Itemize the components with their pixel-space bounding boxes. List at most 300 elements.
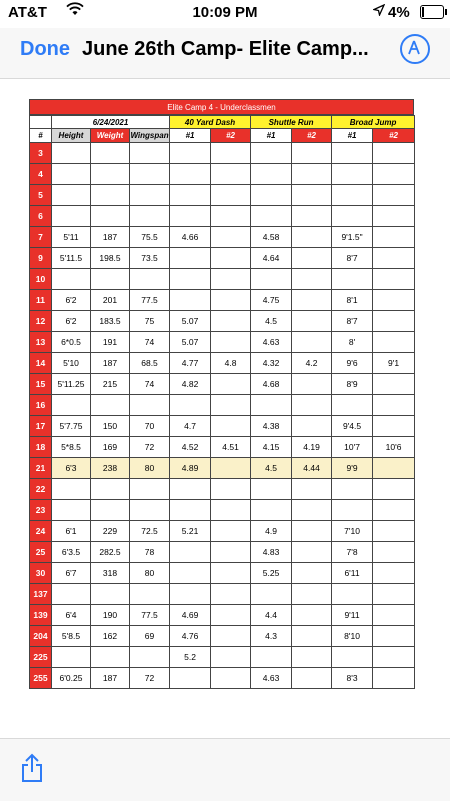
table-cell xyxy=(292,584,332,605)
table-cell: 4.77 xyxy=(170,353,211,374)
table-row xyxy=(30,626,415,647)
table-cell: 198.5 xyxy=(91,248,130,269)
table-cell: 318 xyxy=(91,563,130,584)
battery-icon xyxy=(420,5,444,19)
table-cell: 4.5 xyxy=(251,458,292,479)
table-row xyxy=(30,521,415,542)
row-id-cell: 6 xyxy=(30,206,52,227)
table-cell xyxy=(373,626,415,647)
table-cell xyxy=(292,647,332,668)
table-cell xyxy=(332,500,373,521)
carrier-label: AT&T xyxy=(8,4,47,21)
table-cell xyxy=(130,206,170,227)
table-cell: 190 xyxy=(91,605,130,626)
table-cell: 169 xyxy=(91,437,130,458)
table-cell xyxy=(211,563,251,584)
table-cell: 5*8.5 xyxy=(52,437,91,458)
table-cell: 4.7 xyxy=(170,416,211,437)
table-cell xyxy=(211,500,251,521)
table-cell xyxy=(52,185,91,206)
row-id-cell: 5 xyxy=(30,185,52,206)
table-cell xyxy=(91,206,130,227)
table-cell: 4.69 xyxy=(170,605,211,626)
table-cell xyxy=(211,206,251,227)
table-cell: 6'2 xyxy=(52,290,91,311)
table-cell: 8'1 xyxy=(332,290,373,311)
table-cell xyxy=(170,269,211,290)
table-cell xyxy=(211,269,251,290)
table-cell xyxy=(373,605,415,626)
table-cell xyxy=(373,206,415,227)
table-cell xyxy=(332,206,373,227)
table-cell xyxy=(91,647,130,668)
table-cell: 4.32 xyxy=(251,353,292,374)
table-cell: 4.2 xyxy=(292,353,332,374)
table-cell: 162 xyxy=(91,626,130,647)
table-cell xyxy=(292,521,332,542)
table-cell xyxy=(211,332,251,353)
table-cell: 5'11.25 xyxy=(52,374,91,395)
group-header-dash: 40 Yard Dash xyxy=(170,116,251,129)
table-cell: 6'4 xyxy=(52,605,91,626)
table-cell xyxy=(373,164,415,185)
row-id-cell: 22 xyxy=(30,479,52,500)
table-cell xyxy=(170,248,211,269)
table-cell xyxy=(251,269,292,290)
table-cell: 4.76 xyxy=(170,626,211,647)
table-cell xyxy=(170,479,211,500)
row-id-cell: 13 xyxy=(30,332,52,353)
table-row xyxy=(30,185,415,206)
table-cell xyxy=(251,647,292,668)
table-cell xyxy=(211,395,251,416)
row-id-cell: 255 xyxy=(30,668,52,689)
table-cell xyxy=(292,668,332,689)
table-cell: 4.89 xyxy=(170,458,211,479)
group-header-shuttle: Shuttle Run xyxy=(251,116,332,129)
table-cell xyxy=(251,500,292,521)
row-id-cell: 7 xyxy=(30,227,52,248)
table-cell: 4.3 xyxy=(251,626,292,647)
row-id-cell: 225 xyxy=(30,647,52,668)
table-cell: 282.5 xyxy=(91,542,130,563)
table-cell: 4.38 xyxy=(251,416,292,437)
table-cell: 238 xyxy=(91,458,130,479)
table-cell xyxy=(373,248,415,269)
table-cell xyxy=(130,395,170,416)
table-row xyxy=(30,416,415,437)
table-cell: 4.68 xyxy=(251,374,292,395)
table-cell xyxy=(292,206,332,227)
table-cell xyxy=(211,290,251,311)
table-cell: 7'8 xyxy=(332,542,373,563)
table-cell xyxy=(52,206,91,227)
table-cell: 4.8 xyxy=(211,353,251,374)
battery-percent: 4% xyxy=(388,4,410,21)
row-id-cell: 23 xyxy=(30,500,52,521)
table-cell: 201 xyxy=(91,290,130,311)
table-cell xyxy=(170,395,211,416)
table-cell xyxy=(373,395,415,416)
table-cell xyxy=(373,647,415,668)
table-cell xyxy=(211,227,251,248)
table-cell: 74 xyxy=(130,332,170,353)
table-cell: 4.82 xyxy=(170,374,211,395)
table-cell xyxy=(332,647,373,668)
table-cell xyxy=(211,374,251,395)
table-cell xyxy=(91,269,130,290)
row-id-cell: 14 xyxy=(30,353,52,374)
table-row xyxy=(30,143,415,164)
table-cell xyxy=(211,521,251,542)
table-cell xyxy=(130,500,170,521)
table-cell: 6'0.25 xyxy=(52,668,91,689)
table-cell: 8'7 xyxy=(332,311,373,332)
column-header: #2 xyxy=(373,129,415,143)
table-cell xyxy=(373,185,415,206)
table-cell xyxy=(332,269,373,290)
table-cell xyxy=(170,500,211,521)
table-cell: 5.07 xyxy=(170,311,211,332)
column-header: Height xyxy=(52,129,91,143)
table-cell xyxy=(91,395,130,416)
table-cell: 5'10 xyxy=(52,353,91,374)
table-cell xyxy=(91,185,130,206)
row-id-cell: 139 xyxy=(30,605,52,626)
table-cell: 5.2 xyxy=(170,647,211,668)
table-cell: 4.83 xyxy=(251,542,292,563)
table-cell: 5'8.5 xyxy=(52,626,91,647)
table-cell xyxy=(211,647,251,668)
table-cell: 75 xyxy=(130,311,170,332)
table-row xyxy=(30,647,415,668)
table-cell xyxy=(292,605,332,626)
table-cell xyxy=(211,479,251,500)
table-cell xyxy=(170,668,211,689)
table-cell: 9'1.5" xyxy=(332,227,373,248)
column-header: #1 xyxy=(170,129,211,143)
bottom-toolbar xyxy=(0,738,450,801)
table-cell xyxy=(373,143,415,164)
table-cell xyxy=(211,584,251,605)
table-cell: 8'7 xyxy=(332,248,373,269)
table-cell: 4.75 xyxy=(251,290,292,311)
table-cell xyxy=(251,395,292,416)
row-id-cell: 25 xyxy=(30,542,52,563)
column-header: # xyxy=(30,129,52,143)
table-cell xyxy=(130,584,170,605)
column-header: #2 xyxy=(211,129,251,143)
row-id-cell: 10 xyxy=(30,269,52,290)
row-id-cell: 11 xyxy=(30,290,52,311)
table-cell: 4.51 xyxy=(211,437,251,458)
table-cell: 10'7 xyxy=(332,437,373,458)
table-cell: 229 xyxy=(91,521,130,542)
column-header: Weight xyxy=(91,129,130,143)
table-cell xyxy=(292,311,332,332)
table-row xyxy=(30,563,415,584)
table-cell xyxy=(292,332,332,353)
row-id-cell: 12 xyxy=(30,311,52,332)
table-cell: 8'9 xyxy=(332,374,373,395)
table-cell: 8'10 xyxy=(332,626,373,647)
table-cell xyxy=(52,500,91,521)
table-cell xyxy=(170,563,211,584)
table-cell xyxy=(292,563,332,584)
markup-pen-icon[interactable] xyxy=(400,34,430,64)
table-cell: 72 xyxy=(130,668,170,689)
table-cell: 5'11.5 xyxy=(52,248,91,269)
table-cell: 5'7.75 xyxy=(52,416,91,437)
date-header: 6/24/2021 xyxy=(52,116,170,129)
table-cell xyxy=(292,269,332,290)
table-cell xyxy=(251,479,292,500)
table-cell: 10'6 xyxy=(373,437,415,458)
table-cell xyxy=(52,647,91,668)
row-id-cell: 3 xyxy=(30,143,52,164)
table-row xyxy=(30,458,415,479)
table-cell: 187 xyxy=(91,353,130,374)
table-cell: 6'7 xyxy=(52,563,91,584)
table-cell: 4.9 xyxy=(251,521,292,542)
table-cell xyxy=(292,374,332,395)
table-cell xyxy=(373,542,415,563)
header-row-columns xyxy=(30,129,415,143)
row-id-cell: 18 xyxy=(30,437,52,458)
table-cell: 4.63 xyxy=(251,332,292,353)
table-cell xyxy=(373,479,415,500)
table-row xyxy=(30,311,415,332)
table-cell: 77.5 xyxy=(130,605,170,626)
table-cell xyxy=(251,206,292,227)
table-row xyxy=(30,542,415,563)
table-cell xyxy=(130,143,170,164)
table-cell: 5.25 xyxy=(251,563,292,584)
table-row xyxy=(30,668,415,689)
table-cell xyxy=(130,164,170,185)
table-cell: 78 xyxy=(130,542,170,563)
table-cell xyxy=(292,248,332,269)
header-row-groups xyxy=(30,116,415,129)
table-cell xyxy=(332,185,373,206)
table-cell xyxy=(373,227,415,248)
table-cell xyxy=(251,584,292,605)
table-cell xyxy=(373,269,415,290)
share-icon[interactable] xyxy=(20,753,44,788)
table-cell xyxy=(373,311,415,332)
table-cell xyxy=(373,458,415,479)
table-cell xyxy=(373,521,415,542)
table-cell: 6'1 xyxy=(52,521,91,542)
table-cell: 4.44 xyxy=(292,458,332,479)
table-row xyxy=(30,332,415,353)
document-viewer[interactable] xyxy=(0,79,450,738)
table-row xyxy=(30,500,415,521)
table-cell: 9'11 xyxy=(332,605,373,626)
group-header-broad: Broad Jump xyxy=(332,116,415,129)
table-cell: 73.5 xyxy=(130,248,170,269)
table-cell: 187 xyxy=(91,668,130,689)
table-row xyxy=(30,248,415,269)
table-cell xyxy=(52,164,91,185)
table-cell xyxy=(373,290,415,311)
table-cell xyxy=(211,416,251,437)
table-cell xyxy=(170,143,211,164)
table-row xyxy=(30,395,415,416)
column-header: #1 xyxy=(332,129,373,143)
row-id-cell: 15 xyxy=(30,374,52,395)
table-cell xyxy=(211,626,251,647)
table-cell: 74 xyxy=(130,374,170,395)
table-cell xyxy=(292,626,332,647)
table-cell: 4.4 xyxy=(251,605,292,626)
table-cell xyxy=(91,584,130,605)
table-cell: 8' xyxy=(332,332,373,353)
table-cell xyxy=(292,227,332,248)
table-cell: 4.19 xyxy=(292,437,332,458)
sheet-title: Elite Camp 4 - Underclassmen xyxy=(29,99,414,115)
table-cell xyxy=(130,269,170,290)
table-cell xyxy=(52,584,91,605)
table-cell: 68.5 xyxy=(130,353,170,374)
table-cell xyxy=(170,185,211,206)
table-cell xyxy=(170,206,211,227)
table-cell: 6'11 xyxy=(332,563,373,584)
table-cell xyxy=(292,500,332,521)
table-cell xyxy=(373,563,415,584)
table-row xyxy=(30,206,415,227)
table-cell xyxy=(91,500,130,521)
table-cell xyxy=(332,395,373,416)
row-id-cell: 30 xyxy=(30,563,52,584)
column-header: Wingspan xyxy=(130,129,170,143)
table-cell xyxy=(292,290,332,311)
table-cell xyxy=(52,479,91,500)
table-cell xyxy=(332,584,373,605)
table-cell: 5.21 xyxy=(170,521,211,542)
table-cell: 80 xyxy=(130,563,170,584)
table-cell xyxy=(373,668,415,689)
table-row xyxy=(30,353,415,374)
table-cell xyxy=(52,269,91,290)
spreadsheet xyxy=(29,99,414,689)
table-cell xyxy=(91,143,130,164)
table-cell: 75.5 xyxy=(130,227,170,248)
table-cell xyxy=(292,185,332,206)
table-cell: 5'11 xyxy=(52,227,91,248)
table-row xyxy=(30,479,415,500)
table-cell: 9'9 xyxy=(332,458,373,479)
table-cell xyxy=(251,164,292,185)
table-cell: 9'4.5 xyxy=(332,416,373,437)
row-id-cell: 204 xyxy=(30,626,52,647)
table-cell xyxy=(292,143,332,164)
clock: 10:09 PM xyxy=(192,4,258,21)
table-row xyxy=(30,374,415,395)
table-cell xyxy=(130,647,170,668)
table-row xyxy=(30,605,415,626)
table-row xyxy=(30,290,415,311)
column-header: #2 xyxy=(292,129,332,143)
table-cell xyxy=(211,311,251,332)
table-cell xyxy=(373,584,415,605)
table-cell xyxy=(130,479,170,500)
table-cell: 7'10 xyxy=(332,521,373,542)
table-body xyxy=(30,143,415,689)
table-cell: 72 xyxy=(130,437,170,458)
table-cell xyxy=(91,479,130,500)
table-cell: 8'3 xyxy=(332,668,373,689)
table-cell xyxy=(211,542,251,563)
table-cell xyxy=(170,542,211,563)
table-cell xyxy=(373,332,415,353)
table-row xyxy=(30,269,415,290)
table-row xyxy=(30,584,415,605)
table-cell: 6'3 xyxy=(52,458,91,479)
table-cell xyxy=(52,395,91,416)
table-cell: 80 xyxy=(130,458,170,479)
table-cell xyxy=(373,416,415,437)
table-cell xyxy=(170,290,211,311)
results-table xyxy=(29,115,415,689)
table-cell xyxy=(292,542,332,563)
status-bar xyxy=(0,0,450,28)
table-row xyxy=(30,437,415,458)
row-id-cell: 21 xyxy=(30,458,52,479)
document-title: June 26th Camp- Elite Camp... xyxy=(82,38,369,60)
table-cell: 72.5 xyxy=(130,521,170,542)
table-cell: 215 xyxy=(91,374,130,395)
done-button[interactable]: Done xyxy=(20,38,70,60)
table-cell: 6*0.5 xyxy=(52,332,91,353)
table-cell xyxy=(373,374,415,395)
table-cell: 9'6 xyxy=(332,353,373,374)
table-cell xyxy=(211,605,251,626)
table-cell: 183.5 xyxy=(91,311,130,332)
table-row xyxy=(30,227,415,248)
table-cell xyxy=(170,584,211,605)
table-cell: 191 xyxy=(91,332,130,353)
table-cell: 4.52 xyxy=(170,437,211,458)
table-cell xyxy=(332,143,373,164)
table-cell: 69 xyxy=(130,626,170,647)
row-id-cell: 9 xyxy=(30,248,52,269)
table-cell xyxy=(373,500,415,521)
table-cell xyxy=(52,143,91,164)
table-cell xyxy=(211,185,251,206)
row-id-cell: 4 xyxy=(30,164,52,185)
table-cell xyxy=(91,164,130,185)
table-cell: 4.5 xyxy=(251,311,292,332)
column-header: #1 xyxy=(251,129,292,143)
table-cell: 4.66 xyxy=(170,227,211,248)
table-cell xyxy=(211,668,251,689)
table-row xyxy=(30,164,415,185)
table-cell xyxy=(332,479,373,500)
table-cell xyxy=(251,185,292,206)
table-cell xyxy=(130,185,170,206)
table-cell: 6'3.5 xyxy=(52,542,91,563)
table-cell xyxy=(211,143,251,164)
table-cell: 4.58 xyxy=(251,227,292,248)
table-cell: 187 xyxy=(91,227,130,248)
row-id-cell: 137 xyxy=(30,584,52,605)
table-cell: 9'1 xyxy=(373,353,415,374)
table-cell: 4.64 xyxy=(251,248,292,269)
table-cell xyxy=(292,395,332,416)
row-id-cell: 17 xyxy=(30,416,52,437)
table-cell xyxy=(170,164,211,185)
